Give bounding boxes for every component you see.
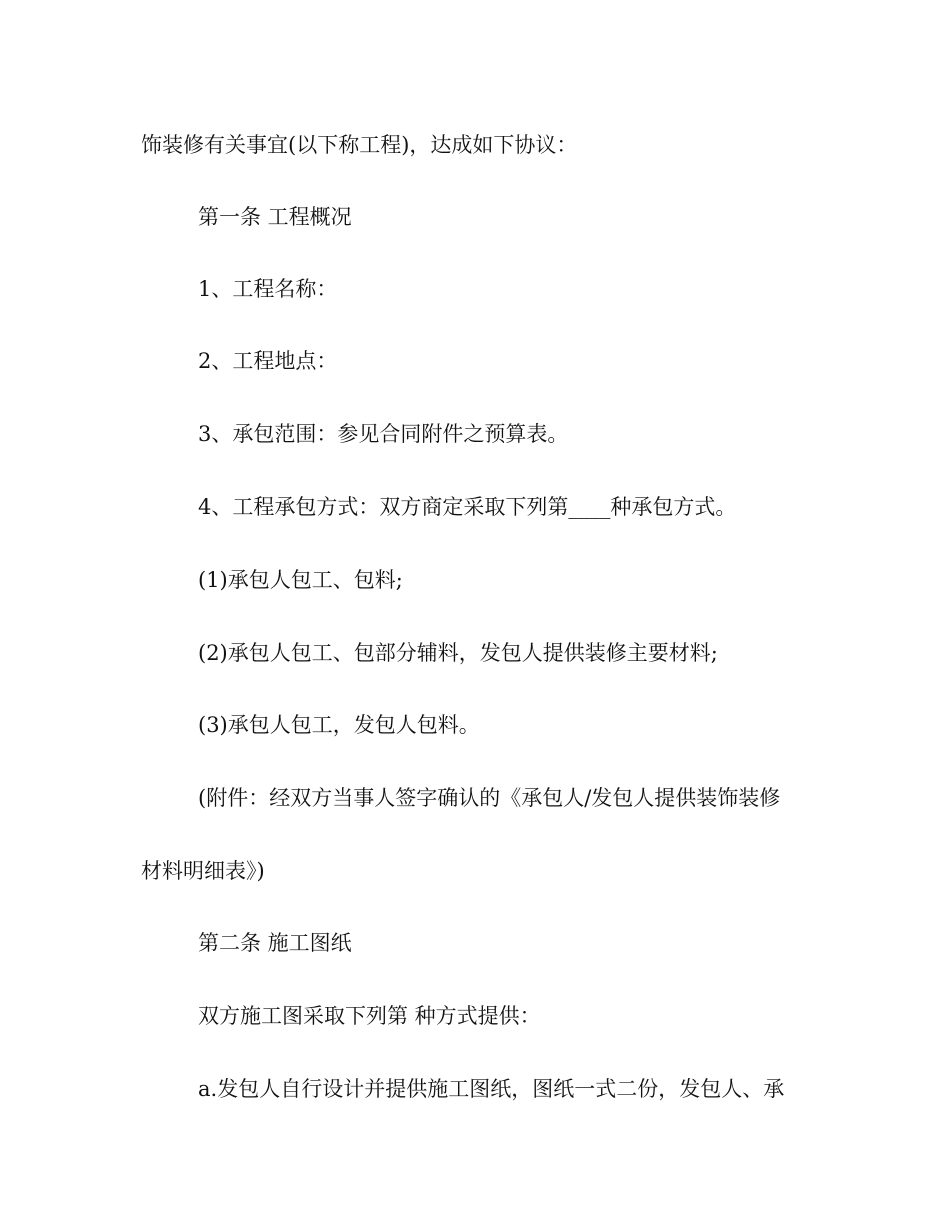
drawing-option-a: a.发包人自行设计并提供施工图纸，图纸一式二份，发包人、承 xyxy=(198,1077,785,1101)
paragraph-intro-continuation: 饰装修有关事宜(以下称工程)，达成如下协议： xyxy=(141,133,578,157)
drawing-method-intro: 双方施工图采取下列第 种方式提供： xyxy=(198,1004,541,1028)
attachment-note-line-1: (附件：经双方当事人签字确认的《承包人/发包人提供装饰装修 xyxy=(198,786,781,810)
method-option-2: (2)承包人包工、包部分辅料，发包人提供装修主要材料; xyxy=(198,641,718,665)
contract-scope-item: 3、承包范围：参见合同附件之预算表。 xyxy=(198,422,569,446)
project-location-item: 2、工程地点： xyxy=(198,349,338,373)
method-option-3: (3)承包人包工，发包人包料。 xyxy=(198,713,480,737)
project-name-item: 1、工程名称： xyxy=(198,277,338,301)
article-2-heading: 第二条 施工图纸 xyxy=(198,931,352,955)
contract-method-item: 4、工程承包方式：双方商定采取下列第____种承包方式。 xyxy=(198,495,737,519)
article-1-heading: 第一条 工程概况 xyxy=(198,205,352,229)
method-option-1: (1)承包人包工、包料; xyxy=(198,568,403,592)
attachment-note-line-2: 材料明细表》) xyxy=(141,859,265,883)
